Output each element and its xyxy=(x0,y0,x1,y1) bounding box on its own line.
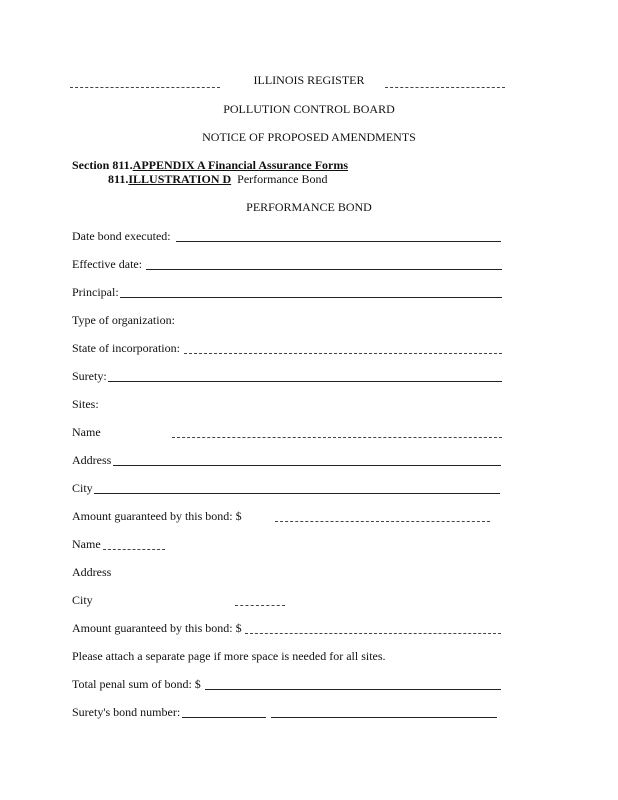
notice-title: NOTICE OF PROPOSED AMENDMENTS xyxy=(202,130,416,144)
site2-name-field[interactable] xyxy=(103,549,165,550)
date-bond-executed-field[interactable] xyxy=(176,241,501,242)
attach-note: Please attach a separate page if more space is needed for all sites. xyxy=(72,649,386,663)
section-heading xyxy=(72,158,348,172)
total-penal-sum-field[interactable] xyxy=(205,689,501,690)
state-of-incorporation-label: State of incorporation: xyxy=(72,341,180,355)
illustration-title: Performance Bond xyxy=(237,172,328,186)
illustration-heading xyxy=(108,172,327,186)
site1-address-label: Address xyxy=(72,453,112,467)
board-title: POLLUTION CONTROL BOARD xyxy=(223,102,395,116)
section-prefix: Section 811. xyxy=(72,158,133,172)
site1-city-label: City xyxy=(72,481,93,495)
total-penal-sum-label: Total penal sum of bond: $ xyxy=(72,677,201,691)
surety-bond-number-field-a[interactable] xyxy=(182,717,266,718)
sites-label: Sites: xyxy=(72,397,99,411)
site1-name-label: Name xyxy=(72,425,101,439)
site2-city-label: City xyxy=(72,593,93,607)
site2-name-label: Name xyxy=(72,537,101,551)
surety-field[interactable] xyxy=(108,381,502,382)
principal-label: Principal: xyxy=(72,285,119,299)
principal-field[interactable] xyxy=(120,297,502,298)
date-bond-executed-label: Date bond executed: xyxy=(72,229,171,243)
header-rule-right xyxy=(385,87,505,88)
site2-city-field[interactable] xyxy=(235,605,285,606)
illustration-label: ILLUSTRATION D xyxy=(128,172,232,186)
site1-amount-field[interactable] xyxy=(275,521,490,522)
site2-amount-field[interactable] xyxy=(245,633,501,634)
site1-amount-label: Amount guaranteed by this bond: $ xyxy=(72,509,242,523)
effective-date-label: Effective date: xyxy=(72,257,143,271)
state-of-incorporation-field[interactable] xyxy=(184,353,502,354)
effective-date-field[interactable] xyxy=(146,269,502,270)
type-of-organization-label: Type of organization: xyxy=(72,313,175,327)
surety-bond-number-label: Surety's bond number: xyxy=(72,705,181,719)
register-title: ILLINOIS REGISTER xyxy=(253,73,365,87)
site1-address-field[interactable] xyxy=(113,465,501,466)
site1-name-field[interactable] xyxy=(172,437,502,438)
form-title: PERFORMANCE BOND xyxy=(246,200,372,214)
site2-address-label: Address xyxy=(72,565,112,579)
appendix-title: APPENDIX A Financial Assurance Forms xyxy=(132,158,349,172)
surety-bond-number-field-b[interactable] xyxy=(271,717,497,718)
illustration-prefix: 811. xyxy=(108,172,129,186)
header-rule-left xyxy=(70,87,220,88)
site2-amount-label: Amount guaranteed by this bond: $ xyxy=(72,621,242,635)
surety-label: Surety: xyxy=(72,369,107,383)
site1-city-field[interactable] xyxy=(94,493,500,494)
